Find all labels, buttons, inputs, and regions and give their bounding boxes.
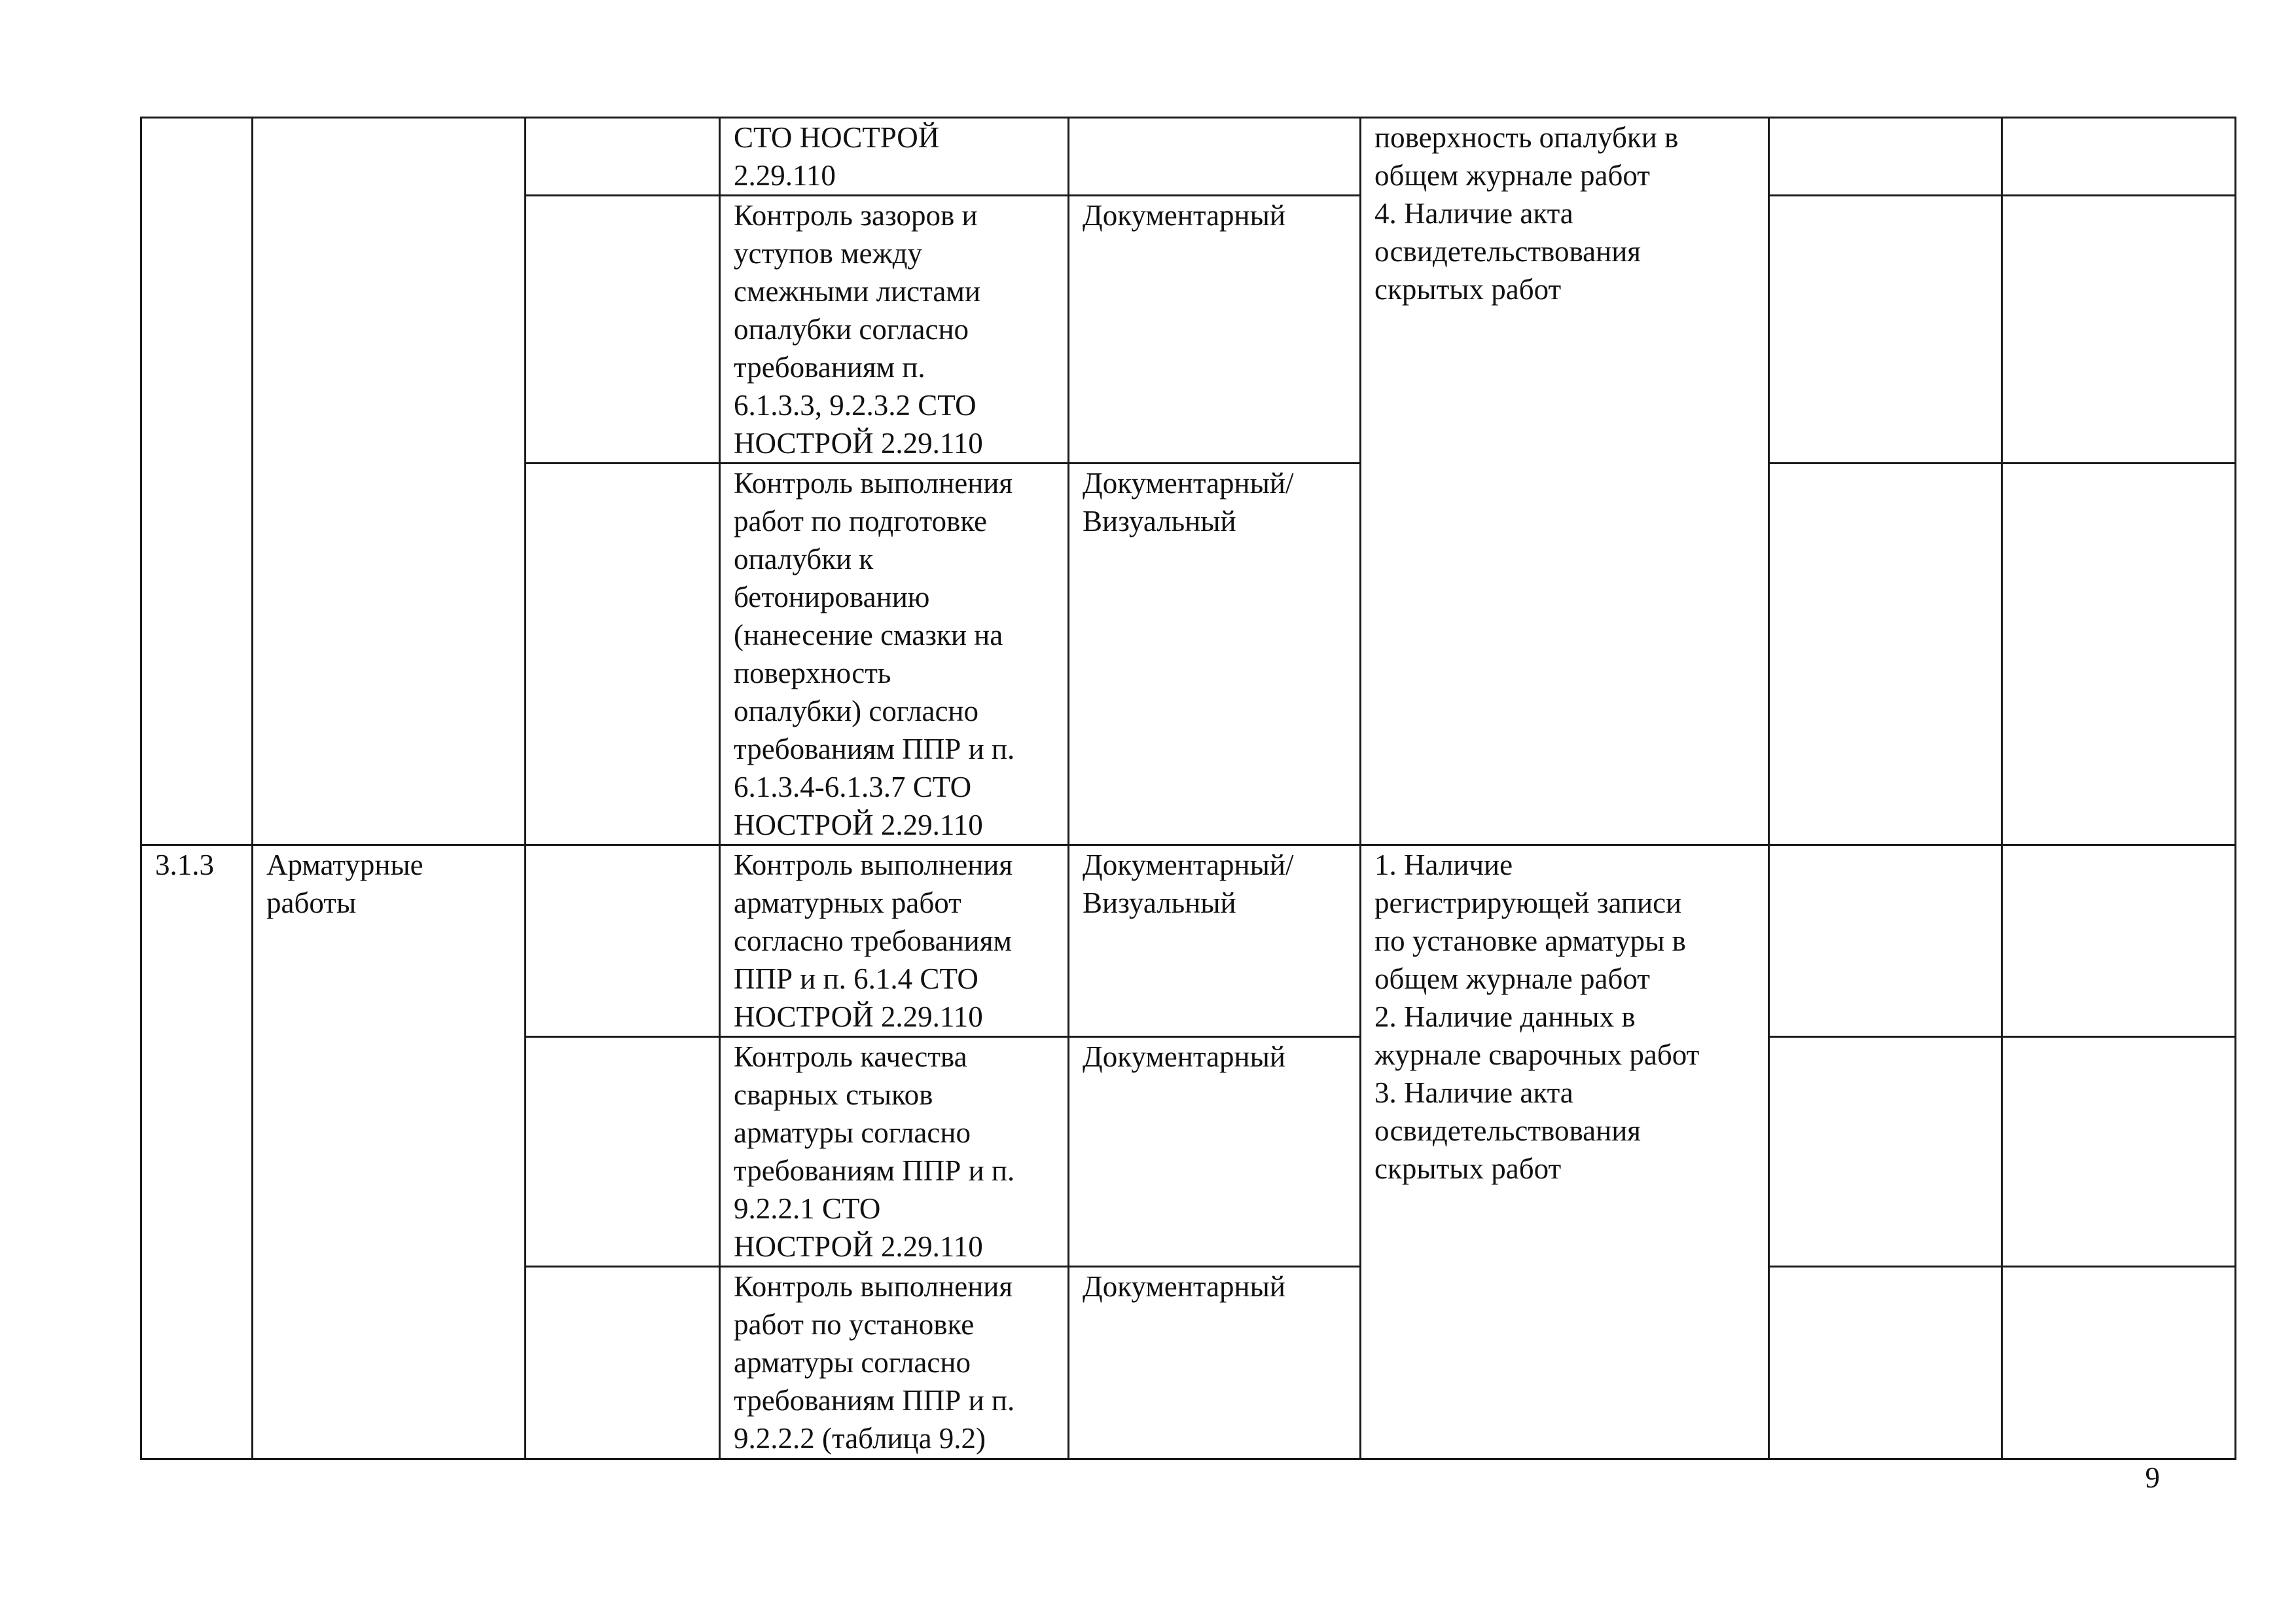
method-text: Документарный <box>1083 1040 1285 1073</box>
work-type-cell <box>253 845 526 1459</box>
page-number: 9 <box>2145 1461 2160 1494</box>
operation-cell <box>526 1037 720 1267</box>
blank-cell <box>1769 845 2002 1037</box>
requirement-cell <box>720 464 1069 845</box>
blank-cell <box>2002 196 2236 464</box>
requirement-text: Контроль выполнения работ по подготовке опалубки к бетонированию (нанесение смазки на поверхность опалубки) согласно требованиям ППР и п. 6.1.3.4-6.1.3.7 СТО НОСТРОЙ 2.29.110 <box>734 467 1015 841</box>
table-row <box>141 845 2236 1037</box>
requirement-cell <box>720 1037 1069 1267</box>
requirement-cell <box>720 118 1069 196</box>
method-cell <box>1069 464 1361 845</box>
record-cell <box>1361 845 1769 1459</box>
requirement-text: СТО НОСТРОЙ 2.29.110 <box>734 121 940 192</box>
item-number-cell <box>141 118 253 845</box>
requirement-text: Контроль качества сварных стыков арматуры согласно требованиям ППР и п. 9.2.2.1 СТО НОСТРОЙ 2.29.110 <box>734 1040 1015 1263</box>
operation-cell <box>526 464 720 845</box>
method-text: Документарный <box>1083 199 1285 232</box>
blank-cell <box>1769 464 2002 845</box>
requirement-cell <box>720 1267 1069 1459</box>
method-cell <box>1069 118 1361 196</box>
operation-cell <box>526 196 720 464</box>
blank-cell <box>1769 1267 2002 1459</box>
method-cell <box>1069 196 1361 464</box>
method-text: Документарный <box>1083 1270 1285 1303</box>
work-type-cell <box>253 118 526 845</box>
method-cell <box>1069 1267 1361 1459</box>
blank-cell <box>2002 1267 2236 1459</box>
blank-cell <box>2002 1037 2236 1267</box>
requirement-cell <box>720 196 1069 464</box>
section-title: Арматурные работы <box>266 848 423 919</box>
blank-cell <box>2002 464 2236 845</box>
blank-cell <box>1769 118 2002 196</box>
requirement-cell <box>720 845 1069 1037</box>
operation-cell <box>526 845 720 1037</box>
blank-cell <box>2002 118 2236 196</box>
requirement-text: Контроль зазоров и уступов между смежными листами опалубки согласно требованиям п. 6.1.3.3, 9.2.3.2 СТО НОСТРОЙ 2.29.110 <box>734 199 983 460</box>
requirement-text: Контроль выполнения арматурных работ согласно требованиям ППР и п. 6.1.4 СТО НОСТРОЙ 2.29.110 <box>734 848 1013 1033</box>
blank-cell <box>1769 1037 2002 1267</box>
record-cell <box>1361 118 1769 845</box>
method-cell <box>1069 845 1361 1037</box>
control-table <box>140 117 2236 1460</box>
item-number-cell <box>141 845 253 1459</box>
record-text: поверхность опалубки в общем журнале работ 4. Наличие акта освидетельствования скрытых работ <box>1374 121 1679 306</box>
section-number: 3.1.3 <box>155 848 214 881</box>
method-text: Документарный/ Визуальный <box>1083 467 1294 538</box>
operation-cell <box>526 118 720 196</box>
blank-cell <box>2002 845 2236 1037</box>
method-text: Документарный/ Визуальный <box>1083 848 1294 919</box>
record-text: 1. Наличие регистрирующей записи по установке арматуры в общем журнале работ 2. Наличие данных в журнале сварочных работ 3. Наличие акта освидетельствования скрытых работ <box>1374 848 1700 1185</box>
table-row <box>141 118 2236 196</box>
blank-cell <box>1769 196 2002 464</box>
operation-cell <box>526 1267 720 1459</box>
method-cell <box>1069 1037 1361 1267</box>
requirement-text: Контроль выполнения работ по установке арматуры согласно требованиям ППР и п. 9.2.2.2 (таблица 9.2) <box>734 1270 1015 1455</box>
